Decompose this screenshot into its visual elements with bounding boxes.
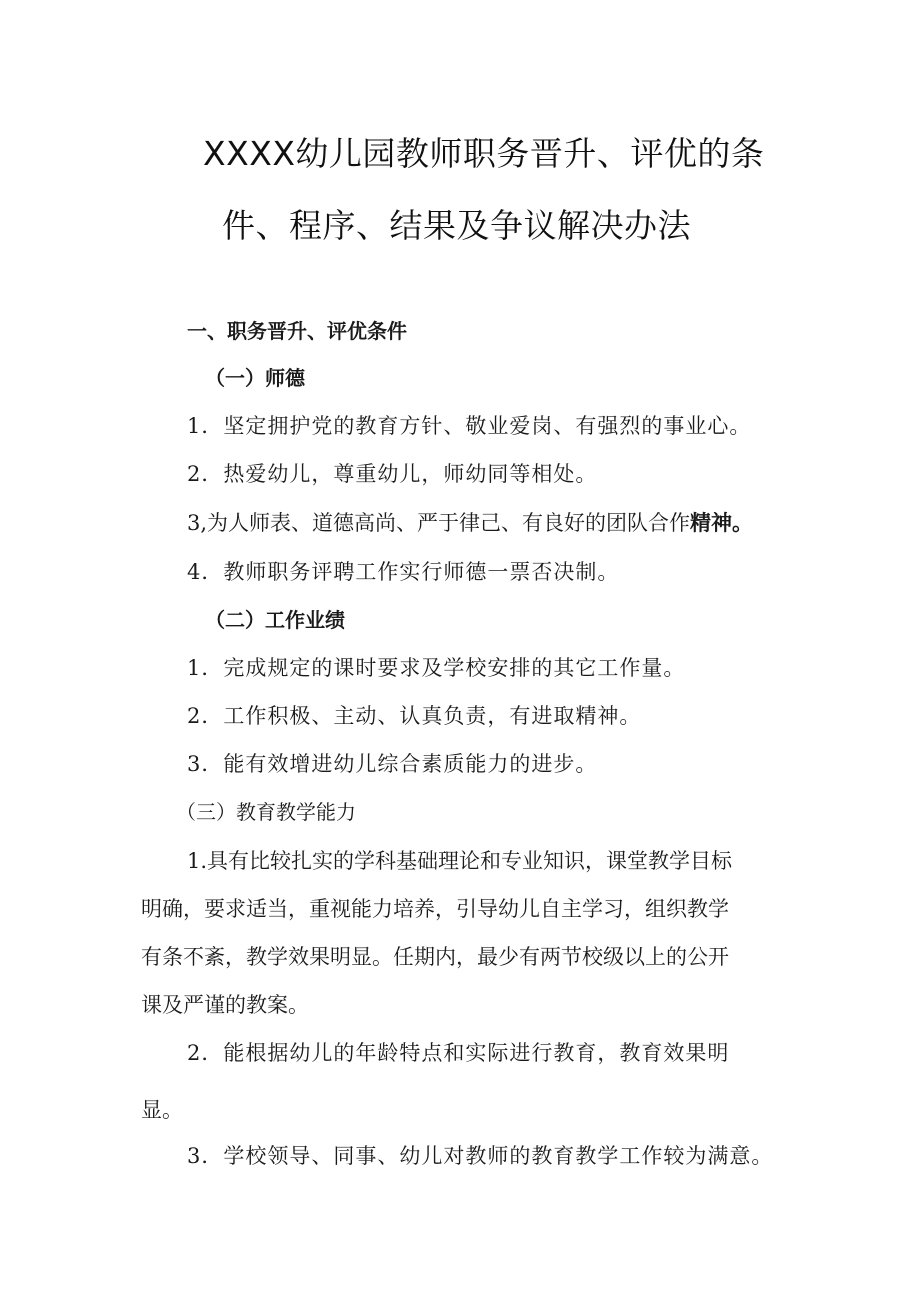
part-2-item-1: 1．完成规定的课时要求及学校安排的其它工作量。 [187, 656, 686, 680]
section-1-heading: 一、职务晋升、评优条件 [187, 319, 407, 343]
part-3-heading: （三）教育教学能力 [176, 800, 356, 824]
part-1-heading: （一）师德 [205, 366, 305, 390]
part-3-item-2-line-1: 2．能根据幼儿的年龄特点和实际进行教育，教育效果明 [187, 1041, 730, 1065]
part-2-heading: （二）工作业绩 [205, 608, 345, 632]
part-1-item-1: 1．坚定拥护党的教育方针、敬业爱岗、有强烈的事业心。 [187, 414, 752, 438]
part-3-item-3: 3．学校领导、同事、幼儿对教师的教育教学工作较为满意。 [187, 1144, 774, 1168]
document-title-line-1: XXXX幼儿园教师职务晋升、评优的条 [203, 134, 765, 173]
part-1-item-3 [187, 507, 753, 537]
part-2-item-3: 3．能有效增进幼儿综合素质能力的进步。 [187, 752, 598, 776]
part-3-item-1-line-2: 明确，要求适当，重视能力培养，引导幼儿自主学习，组织教学 [141, 897, 729, 921]
part-3-item-2-line-2: 显。 [141, 1098, 183, 1122]
part-3-item-1-line-4: 课及严谨的教案。 [141, 993, 309, 1017]
part-3-item-1-line-3: 有条不紊，教学效果明显。任期内，最少有两节校级以上的公开 [141, 945, 729, 969]
part-1-item-4: 4．教师职务评聘工作实行师德一票否决制。 [187, 560, 620, 584]
part-1-item-2: 2．热爱幼儿，尊重幼儿，师幼同等相处。 [187, 462, 598, 486]
part-2-item-2: 2．工作积极、主动、认真负责，有进取精神。 [187, 704, 642, 728]
part-3-item-1-line-1: 1.具有比较扎实的学科基础理论和专业知识，课堂教学目标 [187, 849, 733, 873]
part-1-item-3-emphasis: 精神。 [690, 510, 754, 535]
document-title-line-2: 件、程序、结果及争议解决办法 [222, 206, 691, 245]
part-1-item-3-text: 3,为人师表、道德高尚、严于律己、有良好的团队合作 [187, 511, 691, 535]
